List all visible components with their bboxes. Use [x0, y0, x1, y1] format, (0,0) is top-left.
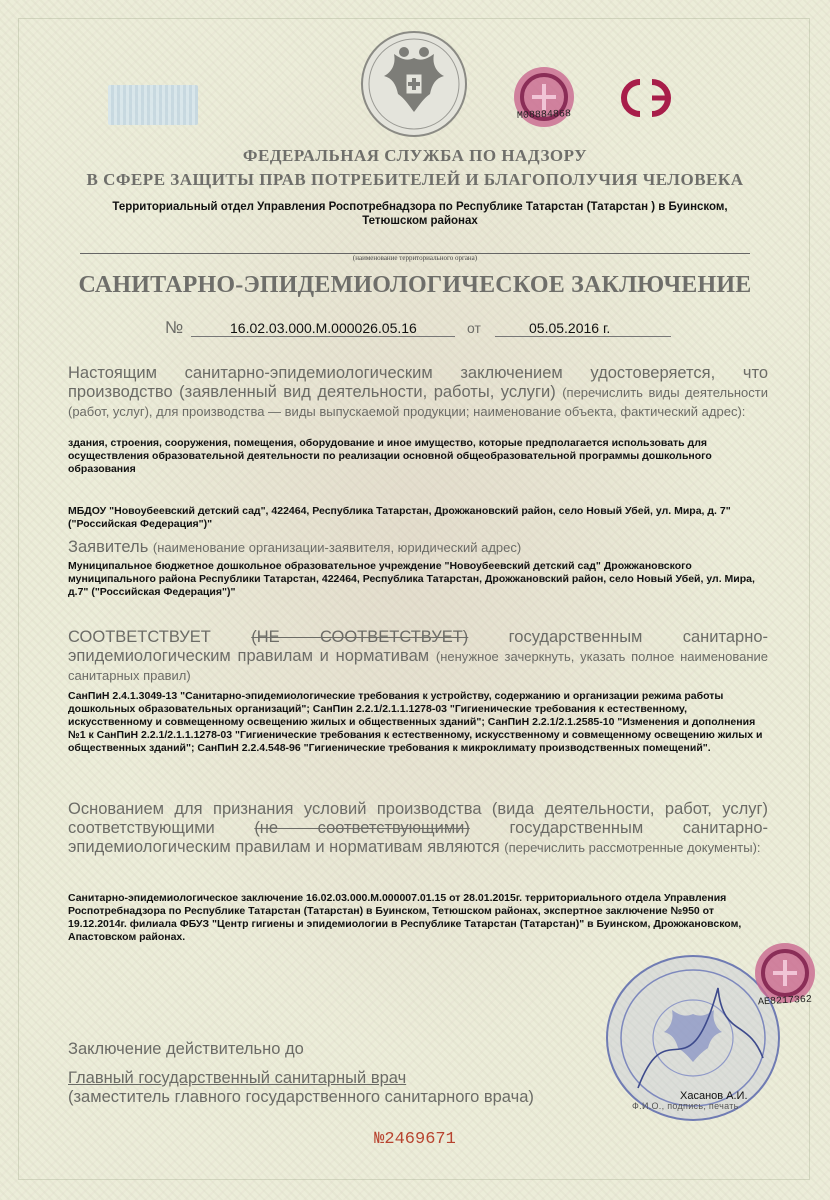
territorial-organ: Территориальный отдел Управления Роспотребнадзора по Республике Татарстан (Татарстан ) в Буинском, Тетюшском районах	[112, 201, 728, 227]
basis-struck: (не соответствующими)	[254, 819, 470, 837]
production-hint: (перечислить виды деятельности (работ, услуг), для производства — виды выпускаемой продукции; наименование объекта, фактический адрес):	[68, 385, 768, 419]
compliance-value: СанПиН 2.4.1.3049-13 "Санитарно-эпидемиологические требования к устройству, содержанию и организации режима работы дошкольных образовательных организаций"; СанПин 2.2.1/2.1.1.1278-03 "Гигиенические требования к естественному, искусственному и совмещенному освещению жилых и общественных зданий"; СанПиН 2.2.1/2.1.2585-10 "Изменения и дополнения №1 к СанПиН 2.2.1/2.1.1.1278-03 "Гигиенические требования к естественному, искусственному и совмещенному освещению жилых и общественных зданий"; СанПиН 2.2.4.548-96 "Гигиенические требования к микроклимату производственных помещений".	[68, 690, 763, 754]
basis-heading	[68, 800, 768, 857]
compliance-struck: (НЕ СООТВЕТСТВУЕТ)	[251, 628, 469, 646]
basis-rest: государственным санитарно-эпидемиологическим правилам и нормативам являются	[68, 819, 768, 856]
signature-note: Ф.И.О., подпись, печать	[632, 1101, 739, 1111]
signer-name: Хасанов А.И.	[680, 1090, 748, 1102]
compliance-heading	[68, 628, 768, 685]
date-from-label: от	[467, 320, 481, 336]
deputy-label: (заместитель главного государственного санитарного врача)	[68, 1088, 534, 1106]
organ-note: (наименование территориального органа)	[352, 254, 478, 262]
certificate-number: 16.02.03.000.М.000026.05.16	[230, 320, 417, 336]
document-title: САНИТАРНО-ЭПИДЕМИОЛОГИЧЕСКОЕ ЗАКЛЮЧЕНИЕ	[78, 272, 752, 298]
bottom-sticker-serial: AE8217362	[757, 994, 813, 1009]
basis-hint: (перечислить рассмотренные документы):	[504, 840, 761, 855]
basis-value: Санитарно-эпидемиологическое заключение 16.02.03.000.М.000007.01.15 от 28.01.2015г. территориального отдела Управления Роспотребнадзора по Республике Татарстан (Татарстан) в Буинском, Тетюшском районах, экспертное заключение №950 от 19.12.2014г. филиала ФБУЗ "Центр гигиены и эпидемиологии в Республике Татарстан (Татарстан)" в Буинском, Дрожжановском, Апастовском районах.	[68, 892, 742, 943]
chief-doctor-label: Главный государственный санитарный врач	[68, 1069, 407, 1087]
applicant-heading	[68, 538, 768, 557]
compliance-word: СООТВЕТСТВУЕТ	[68, 628, 211, 646]
top-sticker-serial: M08884868	[516, 109, 572, 122]
applicant-hint: (наименование организации-заявителя, юридический адрес)	[152, 540, 522, 555]
basis-lead: Основанием для признания условий производства (вида деятельности, работ, услуг) соответствующими	[68, 800, 768, 837]
security-hologram	[108, 85, 198, 125]
certificate-date: 05.05.2016 г.	[529, 320, 611, 336]
applicant-label: Заявитель	[68, 538, 149, 556]
compliance-rest: государственным санитарно-эпидемиологическим правилам и нормативам	[68, 628, 768, 665]
production-lead-text: Настоящим санитарно-эпидемиологическим заключением удостоверяется, что производство (заявленный вид деятельности, работы, услуги)	[68, 364, 768, 401]
object-address: МБДОУ "Новоубеевский детский сад", 422464, Республика Татарстан, Дрожжановский район, село Новый Убей, ул. Мира, д. 7" ("Российская Федерация")"	[68, 505, 731, 530]
number-underline	[191, 336, 455, 337]
date-underline	[495, 336, 671, 337]
agency-title-line2: В СФЕРЕ ЗАЩИТЫ ПРАВ ПОТРЕБИТЕЛЕЙ И БЛАГОПОЛУЧИЯ ЧЕЛОВЕКА	[86, 170, 744, 189]
double-headed-eagle-emblem-icon	[358, 28, 470, 140]
applicant-value: Муниципальное бюджетное дошкольное образовательное учреждение "Новоубеевский детский сад" Дрожжановского муниципального района Республики Татарстан, 422464, Республика Татарстан, Дрожжановский район, село Новый Убей, ул. Мира, д.7" ("Российская Федерация")"	[68, 560, 755, 598]
compliance-hint: (ненужное зачеркнуть, указать полное наименование санитарных правил)	[68, 649, 768, 683]
certification-mark-icon	[606, 74, 686, 122]
number-sign: №	[165, 318, 184, 337]
validity-label: Заключение действительно до	[68, 1040, 304, 1058]
production-value: здания, строения, сооружения, помещения, оборудование и иное имущество, которые предполагается использовать для осуществления образовательной деятельности по реализации основной общеобразовательной программы дошкольного образования	[68, 437, 712, 475]
production-lead	[68, 364, 768, 421]
agency-title-line1: ФЕДЕРАЛЬНАЯ СЛУЖБА ПО НАДЗОРУ	[242, 146, 588, 165]
blank-number: №2469671	[374, 1130, 456, 1149]
